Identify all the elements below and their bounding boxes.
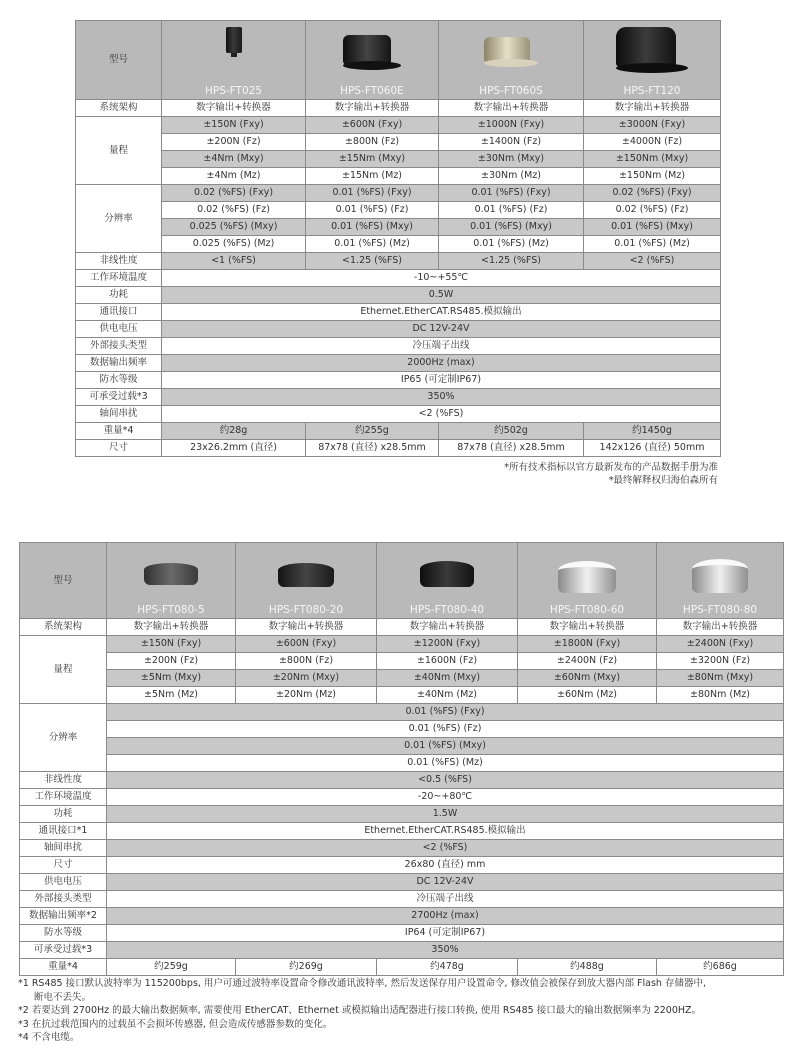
cell: 87x78 (直径) x28.5mm	[439, 440, 584, 457]
row-label: 供电电压	[20, 874, 107, 891]
cell: 0.5W	[162, 287, 721, 304]
cell: 0.01 (%FS) (Fz)	[439, 202, 584, 219]
row-label: 功耗	[76, 287, 162, 304]
product-name: HPS-FT080-80	[682, 604, 758, 616]
row-label: 重量*4	[20, 959, 107, 976]
product-header	[107, 543, 236, 619]
product-image-icon	[343, 35, 401, 70]
table-row-connector	[20, 891, 784, 908]
table-row-resolution	[20, 755, 784, 772]
table-row-weight	[76, 423, 721, 440]
row-label: 重量*4	[76, 423, 162, 440]
cell: ±150Nm (Mz)	[584, 168, 721, 185]
cell: 0.025 (%FS) (Mxy)	[162, 219, 306, 236]
table-row-model	[76, 21, 721, 100]
cell: 0.01 (%FS) (Mz)	[107, 755, 784, 772]
cell: 0.01 (%FS) (Mxy)	[584, 219, 721, 236]
cell: 0.02 (%FS) (Fz)	[584, 202, 721, 219]
cell: ±30Nm (Mz)	[439, 168, 584, 185]
cell: -20~+80℃	[107, 789, 784, 806]
cell: 约478g	[377, 959, 518, 976]
cell: 数字输出+转换器	[439, 100, 584, 117]
row-label: 尺寸	[76, 440, 162, 457]
product-name: HPS-FT080-60	[549, 604, 625, 616]
table-row-range	[76, 117, 721, 134]
row-label: 通讯接口	[76, 304, 162, 321]
cell: <0.5 (%FS)	[107, 772, 784, 789]
cell: ±600N (Fxy)	[236, 636, 377, 653]
cell: ±2400N (Fxy)	[657, 636, 784, 653]
cell: ±30Nm (Mxy)	[439, 151, 584, 168]
row-label: 轴间串扰	[20, 840, 107, 857]
cell: 23x26.2mm (直径)	[162, 440, 306, 457]
table-row-overload	[76, 389, 721, 406]
cell: ±1400N (Fz)	[439, 134, 584, 151]
cell: 142x126 (直径) 50mm	[584, 440, 721, 457]
cell: -10~+55℃	[162, 270, 721, 287]
product-header	[584, 21, 721, 100]
table-row-resolution	[20, 704, 784, 721]
cell: ±4Nm (Mz)	[162, 168, 306, 185]
cell: 数字输出+转换器	[162, 100, 306, 117]
table-row-interface	[20, 823, 784, 840]
table-row-range	[76, 134, 721, 151]
cell: ±200N (Fz)	[107, 653, 236, 670]
cell: 约255g	[306, 423, 439, 440]
cell: ±20Nm (Mxy)	[236, 670, 377, 687]
table-row-crosstalk	[76, 406, 721, 423]
cell: 2000Hz (max)	[162, 355, 721, 372]
product-name: HPS-FT060S	[479, 85, 543, 97]
table-row-resolution	[76, 202, 721, 219]
cell: 0.02 (%FS) (Fxy)	[162, 185, 306, 202]
footnote: *3 在抗过载范围内的过载虽不会损坏传感器, 但会造成传感器参数的变化。	[18, 1018, 333, 1030]
cell: ±15Nm (Mz)	[306, 168, 439, 185]
row-label: 通讯接口*1	[20, 823, 107, 840]
row-label: 可承受过载*3	[20, 942, 107, 959]
product-name: HPS-FT025	[205, 85, 262, 97]
cell: ±5Nm (Mxy)	[107, 670, 236, 687]
cell: 约502g	[439, 423, 584, 440]
table-row-resolution	[20, 738, 784, 755]
table-row-nonlinearity	[76, 253, 721, 270]
cell: ±60Nm (Mz)	[518, 687, 657, 704]
cell: 0.01 (%FS) (Mxy)	[306, 219, 439, 236]
cell: ±1800N (Fxy)	[518, 636, 657, 653]
product-image-icon	[278, 563, 334, 587]
table-row-range	[76, 151, 721, 168]
cell: ±15Nm (Mxy)	[306, 151, 439, 168]
cell: Ethernet.EtherCAT.RS485.模拟输出	[162, 304, 721, 321]
table-row-range	[20, 687, 784, 704]
cell: 数字输出+转换器	[236, 619, 377, 636]
row-label: 数据输出频率*2	[20, 908, 107, 925]
cell: ±150N (Fxy)	[162, 117, 306, 134]
cell: 0.02 (%FS) (Fz)	[162, 202, 306, 219]
product-image-icon	[484, 37, 538, 67]
cell: 约1450g	[584, 423, 721, 440]
cell: 0.01 (%FS) (Mz)	[439, 236, 584, 253]
row-label: 工作环境温度	[76, 270, 162, 287]
cell: 冷压端子出线	[162, 338, 721, 355]
cell: 约488g	[518, 959, 657, 976]
table-row-architecture	[76, 100, 721, 117]
table-row-temperature	[20, 789, 784, 806]
product-header	[162, 21, 306, 100]
product-image-icon	[616, 27, 688, 73]
cell: 350%	[107, 942, 784, 959]
table-row-output-rate	[20, 908, 784, 925]
row-label: 数据输出频率	[76, 355, 162, 372]
cell: ±3000N (Fxy)	[584, 117, 721, 134]
product-image-icon	[144, 563, 198, 585]
cell: 0.01 (%FS) (Mz)	[306, 236, 439, 253]
cell: IP65 (可定制IP67)	[162, 372, 721, 389]
cell: 约28g	[162, 423, 306, 440]
row-label: 可承受过载*3	[76, 389, 162, 406]
product-name: HPS-FT120	[623, 85, 681, 97]
cell: DC 12V-24V	[107, 874, 784, 891]
footnote: *4 不含电缆。	[18, 1032, 80, 1043]
cell: ±1000N (Fxy)	[439, 117, 584, 134]
cell: 约259g	[107, 959, 236, 976]
table-row-resolution	[76, 185, 721, 202]
cell: <2 (%FS)	[162, 406, 721, 423]
cell: 0.01 (%FS) (Mz)	[584, 236, 721, 253]
table-row-architecture	[20, 619, 784, 636]
cell: ±800N (Fz)	[236, 653, 377, 670]
product-header	[377, 543, 518, 619]
product-name: HPS-FT080-40	[409, 604, 485, 616]
table-row-waterproof	[20, 925, 784, 942]
table-row-voltage	[20, 874, 784, 891]
row-label: 供电电压	[76, 321, 162, 338]
table-row-overload	[20, 942, 784, 959]
table-row-nonlinearity	[20, 772, 784, 789]
cell: <1 (%FS)	[162, 253, 306, 270]
row-label: 功耗	[20, 806, 107, 823]
row-label: 工作环境温度	[20, 789, 107, 806]
table-row-waterproof	[76, 372, 721, 389]
product-image-icon	[420, 561, 474, 587]
product-header	[657, 543, 784, 619]
row-label: 尺寸	[20, 857, 107, 874]
table-row-crosstalk	[20, 840, 784, 857]
cell: ±200N (Fz)	[162, 134, 306, 151]
row-label: 外部接头类型	[20, 891, 107, 908]
row-label: 量程	[20, 636, 107, 704]
cell: 1.5W	[107, 806, 784, 823]
product-image-icon	[692, 559, 748, 593]
table-row-resolution	[20, 721, 784, 738]
cell: ±600N (Fxy)	[306, 117, 439, 134]
footnotes	[18, 977, 793, 1045]
row-label: 系统架构	[20, 619, 107, 636]
cell: ±3200N (Fz)	[657, 653, 784, 670]
table-row-power	[76, 287, 721, 304]
cell: ±20Nm (Mz)	[236, 687, 377, 704]
cell: 0.01 (%FS) (Fxy)	[107, 704, 784, 721]
table-row-output-rate	[76, 355, 721, 372]
product-header	[439, 21, 584, 100]
table-row-range	[76, 168, 721, 185]
cell: 0.01 (%FS) (Mxy)	[439, 219, 584, 236]
cell: ±40Nm (Mxy)	[377, 670, 518, 687]
row-label: 分辨率	[20, 704, 107, 772]
product-image-icon	[226, 27, 242, 53]
cell: ±4Nm (Mxy)	[162, 151, 306, 168]
table-row-weight	[20, 959, 784, 976]
cell: 数字输出+转换器	[657, 619, 784, 636]
table-row-resolution	[76, 236, 721, 253]
product-name: HPS-FT080-20	[268, 604, 344, 616]
row-label: 轴间串扰	[76, 406, 162, 423]
cell: ±2400N (Fz)	[518, 653, 657, 670]
cell: Ethernet.EtherCAT.RS485.模拟输出	[107, 823, 784, 840]
table-row-size	[76, 440, 721, 457]
cell: ±80Nm (Mxy)	[657, 670, 784, 687]
table-row-temperature	[76, 270, 721, 287]
cell: 0.01 (%FS) (Fz)	[107, 721, 784, 738]
row-label: 非线性度	[20, 772, 107, 789]
cell: 数字输出+转换器	[306, 100, 439, 117]
table-row-voltage	[76, 321, 721, 338]
row-label: 非线性度	[76, 253, 162, 270]
row-label: 量程	[76, 117, 162, 185]
product-name: HPS-FT080-5	[137, 604, 205, 616]
table-row-range	[20, 653, 784, 670]
cell: ±150Nm (Mxy)	[584, 151, 721, 168]
row-label: 系统架构	[76, 100, 162, 117]
cell: 87x78 (直径) x28.5mm	[306, 440, 439, 457]
cell: <2 (%FS)	[107, 840, 784, 857]
disclaimer-note: *最终解释权归海伯森所有	[608, 475, 718, 486]
cell: ±150N (Fxy)	[107, 636, 236, 653]
cell: ±1200N (Fxy)	[377, 636, 518, 653]
cell: 数字输出+转换器	[518, 619, 657, 636]
cell: 26x80 (直径) mm	[107, 857, 784, 874]
row-label: 防水等级	[20, 925, 107, 942]
cell: IP64 (可定制IP67)	[107, 925, 784, 942]
disclaimer-note: *所有技术指标以官方最新发布的产品数据手册为准	[504, 462, 718, 473]
cell: 2700Hz (max)	[107, 908, 784, 925]
cell: DC 12V-24V	[162, 321, 721, 338]
product-header	[236, 543, 377, 619]
cell: 350%	[162, 389, 721, 406]
cell: ±5Nm (Mz)	[107, 687, 236, 704]
row-label: 分辨率	[76, 185, 162, 253]
table-row-connector	[76, 338, 721, 355]
footnote: 断电不丢失。	[34, 991, 92, 1003]
cell: <2 (%FS)	[584, 253, 721, 270]
table-row-size	[20, 857, 784, 874]
cell: 冷压端子出线	[107, 891, 784, 908]
table-row-interface	[76, 304, 721, 321]
product-header	[306, 21, 439, 100]
cell: ±4000N (Fz)	[584, 134, 721, 151]
table-row-power	[20, 806, 784, 823]
cell: ±40Nm (Mz)	[377, 687, 518, 704]
cell: ±1600N (Fz)	[377, 653, 518, 670]
cell: 约269g	[236, 959, 377, 976]
cell: 0.02 (%FS) (Fxy)	[584, 185, 721, 202]
cell: 约686g	[657, 959, 784, 976]
spec-table-hps-ft	[75, 20, 721, 457]
table-row-range	[20, 670, 784, 687]
cell: <1.25 (%FS)	[439, 253, 584, 270]
cell: 数字输出+转换器	[107, 619, 236, 636]
spec-table-hps-ft080	[19, 542, 784, 976]
product-image-icon	[558, 561, 616, 593]
footnote: *2 若要达到 2700Hz 的最大输出数据频率, 需要使用 EtherCAT、Ethernet 或模拟输出适配器进行接口转换, 使用 RS485 接口最大的输出数据频率为 2200HZ。	[18, 1005, 702, 1016]
cell: ±60Nm (Mxy)	[518, 670, 657, 687]
cell: 0.01 (%FS) (Fxy)	[306, 185, 439, 202]
cell: 0.01 (%FS) (Fz)	[306, 202, 439, 219]
table-row-range	[20, 636, 784, 653]
cell: 0.01 (%FS) (Mxy)	[107, 738, 784, 755]
footnote: *1 RS485 接口默认波特率为 115200bps, 用户可通过波特率设置命令修改通讯波特率, 然后发送保存用户设置命令, 修改值会被保存到放大器内部 Flash 存储器中,	[18, 978, 706, 989]
row-label: 防水等级	[76, 372, 162, 389]
model-label: 型号	[20, 543, 107, 619]
table-row-resolution	[76, 219, 721, 236]
table-row-model	[20, 543, 784, 619]
product-header	[518, 543, 657, 619]
cell: ±80Nm (Mz)	[657, 687, 784, 704]
cell: ±800N (Fz)	[306, 134, 439, 151]
cell: 0.01 (%FS) (Fxy)	[439, 185, 584, 202]
cell: 数字输出+转换器	[584, 100, 721, 117]
cell: 数字输出+转换器	[377, 619, 518, 636]
row-label: 外部接头类型	[76, 338, 162, 355]
cell: 0.025 (%FS) (Mz)	[162, 236, 306, 253]
product-name: HPS-FT060E	[340, 85, 404, 97]
cell: <1.25 (%FS)	[306, 253, 439, 270]
model-label: 型号	[76, 21, 162, 100]
